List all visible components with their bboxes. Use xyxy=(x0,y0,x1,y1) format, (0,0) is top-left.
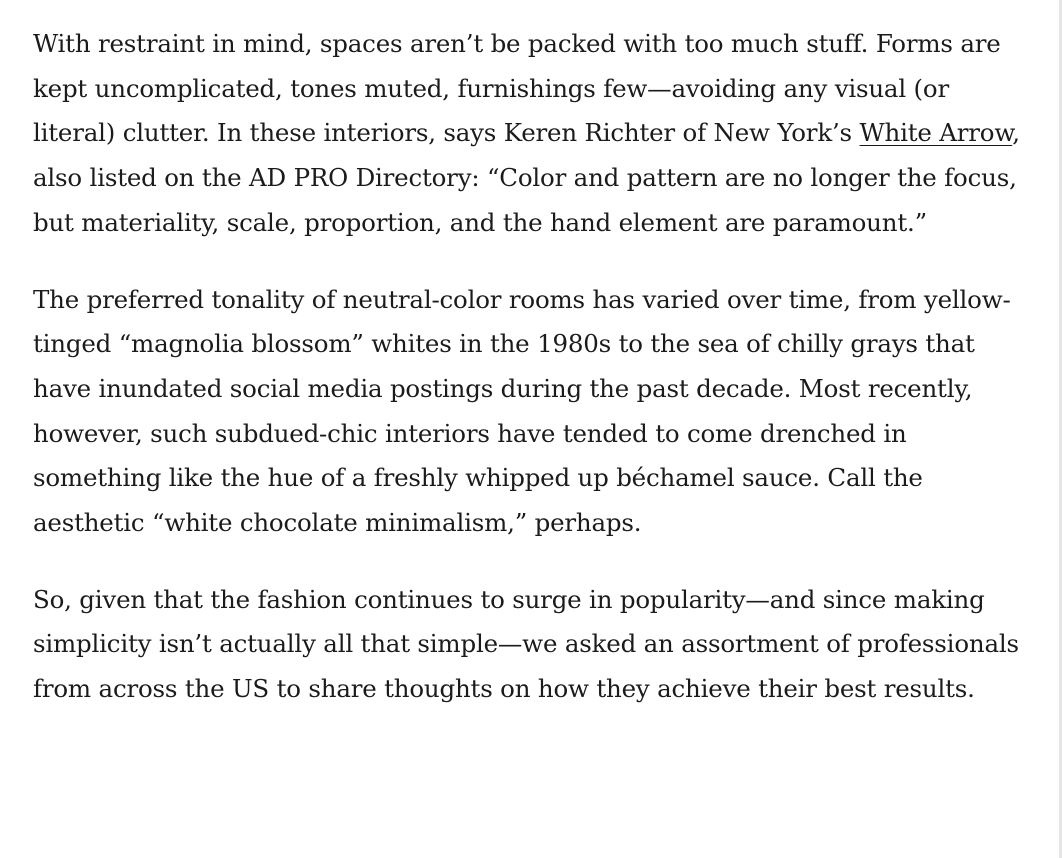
article-body xyxy=(33,22,1033,744)
white-arrow-link[interactable]: White Arrow xyxy=(859,118,1013,148)
paragraph-2: The preferred tonality of neutral-color rooms has varied over time, from yellow-tinged “magnolia blossom” whites in the 1980s to the sea of chilly grays that have inundated social media postings during the past decade. Most recently, however, such subdued-chic interiors have tended to come drenched in something like the hue of a freshly whipped up béchamel sauce. Call the aesthetic “white chocolate minimalism,” perhaps. xyxy=(33,284,1011,538)
paragraph-3: So, given that the fashion continues to surge in popularity—and since making simplicity isn’t actually all that simple—we asked an assortment of professionals from across the US to share thoughts on how they achieve their best results. xyxy=(33,584,1019,704)
paragraph-1 xyxy=(33,22,1033,246)
paragraph-1-text-before: With restraint in mind, spaces aren’t be packed with too much stuff. Forms are kept uncomplicated, tones muted, furnishings few—avoiding any visual (or literal) clutter. In these interiors, says Keren Richter of New York’s xyxy=(33,29,1001,148)
paragraph-1-text-after: , also listed on the AD PRO Directory: “Color and pattern are no longer the focus, but materiality, scale, proportion, and the hand element are paramount.” xyxy=(33,118,1020,237)
